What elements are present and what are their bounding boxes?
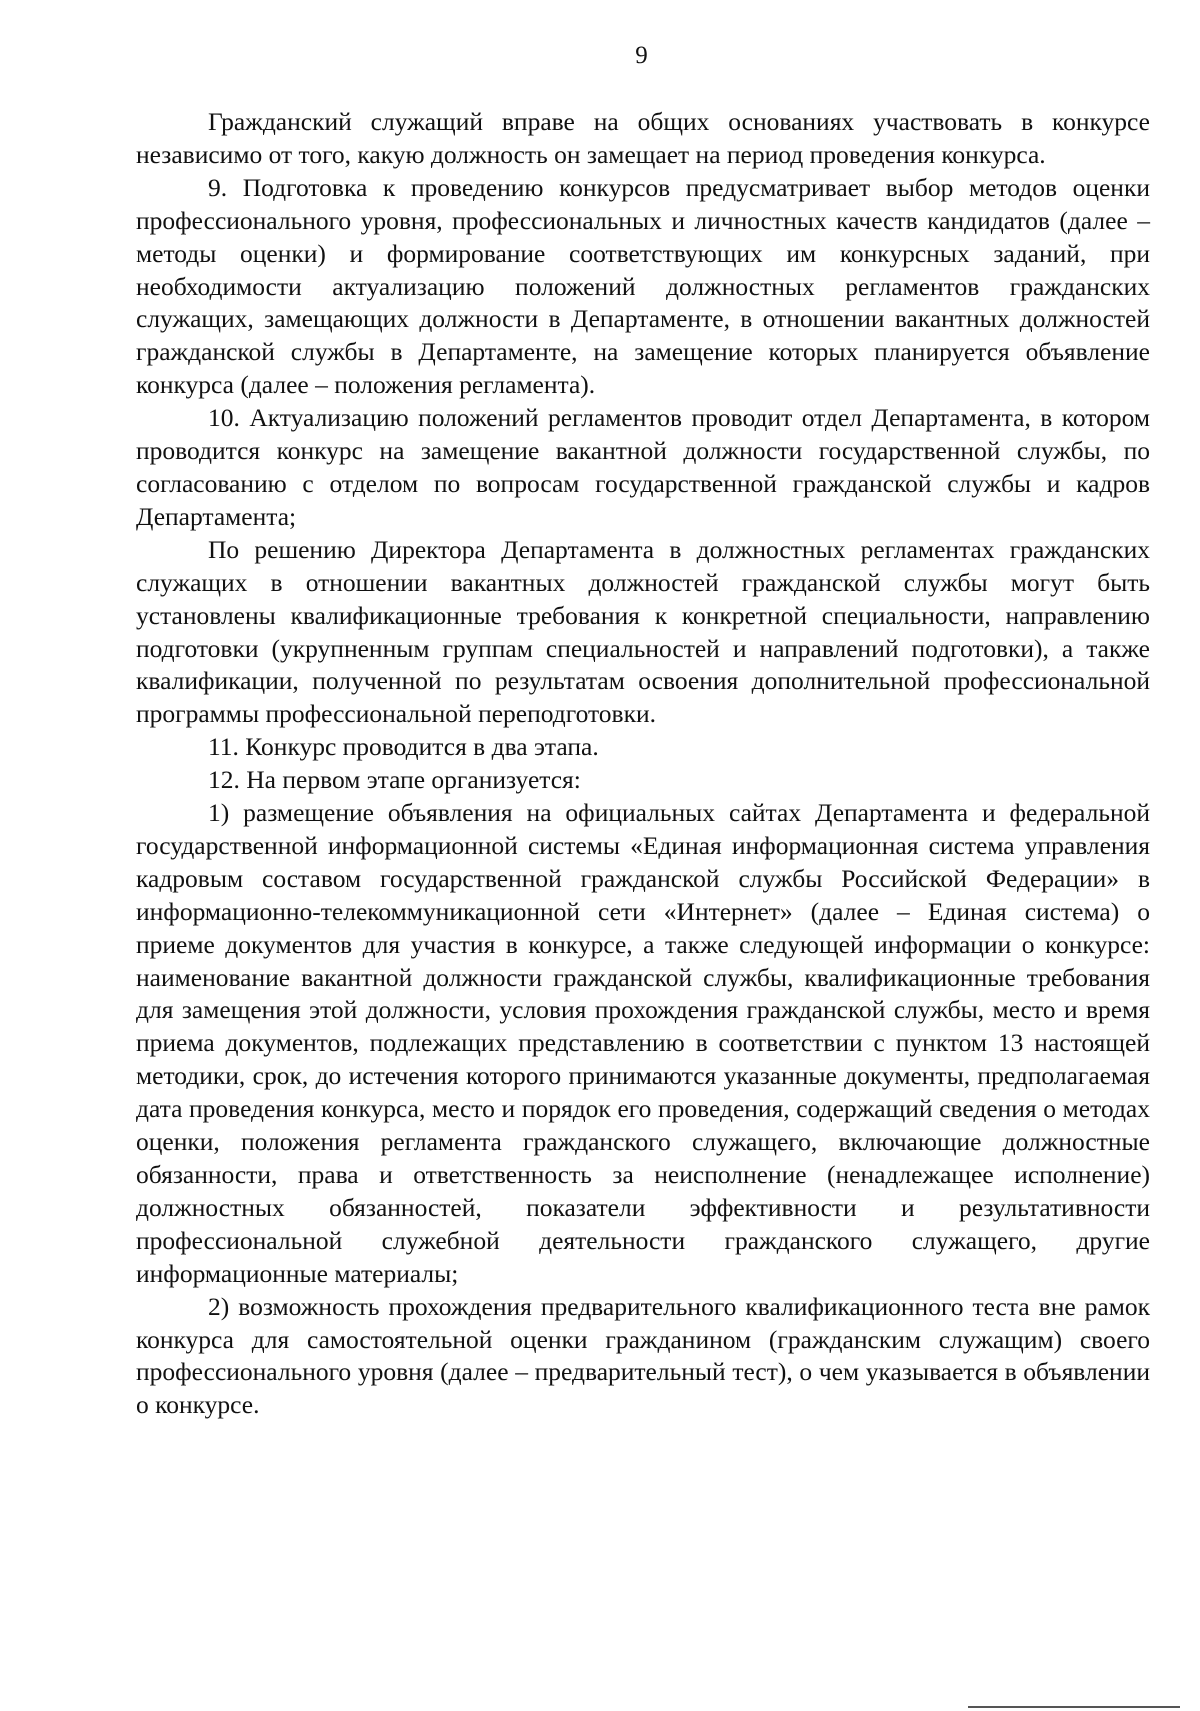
- page-number: 9: [635, 42, 648, 69]
- paragraph-director-decision: По решению Директора Департамента в должностных регламентах гражданских служащих в отношении вакантных должностей гражданской службы могут быть установлены квалификационные требования к конкретной специальности, направлению подготовки (укрупненным группам специальностей и направлений подготовки), а также квалификации, полученной по результатам освоения дополнительной профессиональной программы профессиональной переподготовки.: [136, 534, 1150, 729]
- paragraph-subitem-1: 1) размещение объявления на официальных сайтах Департамента и федеральной государственной информационной системы «Единая информационная система управления кадровым составом государственной гражданской службы Российской Федерации» в информационно-телекоммуникационной сети «Интернет» (далее – Единая система) о приеме документов для участия в конкурсе, а также следующей информации о конкурсе: наименование вакантной должности гражданской службы, квалификационные требования для замещения этой должности, условия прохождения гражданской службы, место и время приема документов, подлежащих представлению в соответствии с пунктом 13 настоящей методики, срок, до истечения которого принимаются указанные документы, предполагаемая дата проведения конкурса, место и порядок его проведения, содержащий сведения о методах оценки, положения регламента гражданского служащего, включающие должностные обязанности, права и ответственность за неисполнение (ненадлежащее исполнение) должностных обязанностей, показатели эффективности и результативности профессиональной служебной деятельности гражданского служащего, другие информационные материалы;: [136, 798, 1150, 1288]
- paragraph-subitem-2: 2) возможность прохождения предварительного квалификационного теста вне рамок конкурса для самостоятельной оценки гражданином (гражданским служащим) своего профессионального уровня (далее – предварительный тест), о чем указывается в объявлении о конкурсе.: [136, 1291, 1150, 1420]
- document-body: [136, 106, 1150, 1422]
- paragraph-item-11: 11. Конкурс проводится в два этапа.: [208, 732, 599, 762]
- paragraph-item-9: 9. Подготовка к проведению конкурсов предусматривает выбор методов оценки профессионального уровня, профессиональных и личностных качеств кандидатов (далее – методы оценки) и формирование соответствующих им конкурсных заданий, при необходимости актуализацию положений должностных регламентов гражданских служащих, замещающих должности в Департаменте, в отношении вакантных должностей гражданской службы в Департаменте, на замещение которых планируется объявление конкурса (далее – положения регламента).: [136, 172, 1150, 400]
- paragraph-item-12: 12. На первом этапе организуется:: [208, 765, 581, 795]
- paragraph-item-10: 10. Актуализацию положений регламентов проводит отдел Департамента, в котором проводится конкурс на замещение вакантной должности государственной службы, по согласованию с отделом по вопросам государственной гражданской службы и кадров Департамента;: [136, 403, 1150, 531]
- paragraph-civil-servant-participation: Гражданский служащий вправе на общих основаниях участвовать в конкурсе независимо от того, какую должность он замещает на период проведения конкурса.: [136, 107, 1150, 169]
- footer-divider: [968, 1706, 1180, 1708]
